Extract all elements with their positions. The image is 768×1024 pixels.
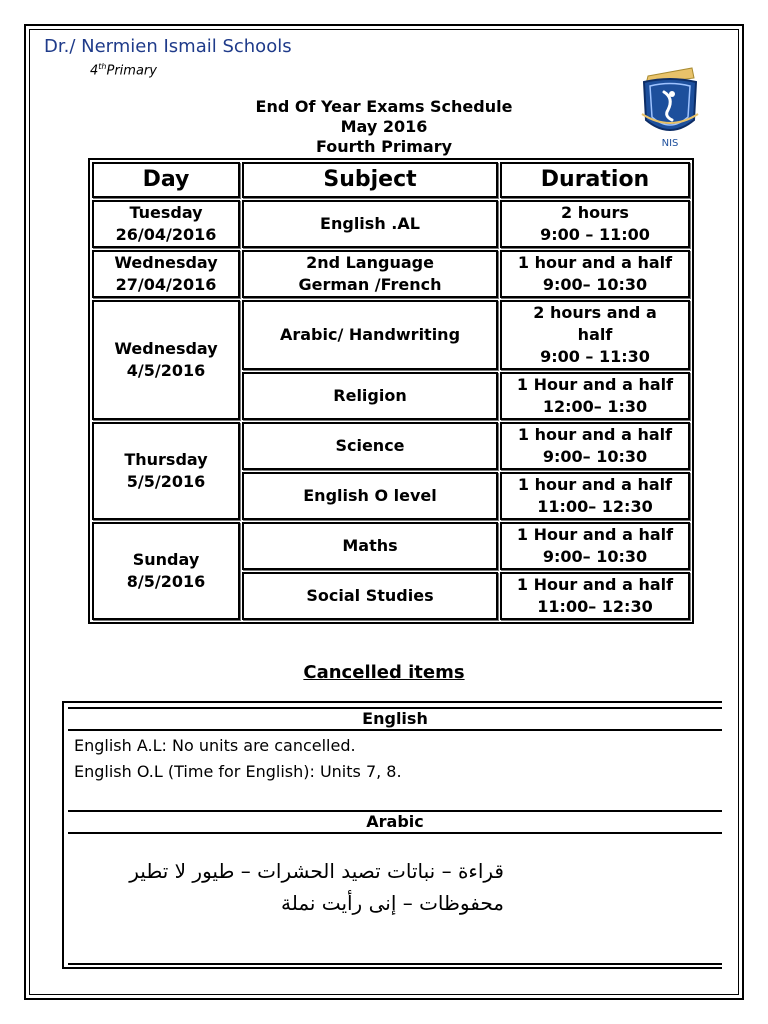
subject-cell: Social Studies [242,572,498,620]
day-cell: Sunday 8/5/2016 [92,522,240,620]
arabic-line-2: محفوظات – إنى رأيت نملة [280,891,504,915]
header-day: Day [92,162,240,198]
grade-number: 4 [90,63,99,79]
box-bottom-rule [68,963,722,965]
table-row [92,300,690,370]
arabic-line-1: قراءة – نباتات تصيد الحشرات – طيور لا تطير [129,859,504,883]
table-row [92,250,690,298]
subject-cell: Maths [242,522,498,570]
grade-label [90,62,157,78]
cancelled-items-title: Cancelled items [303,662,465,683]
logo-text: NIS [661,138,679,149]
english-ol-note: English O.L (Time for English): Units 7, 8. [74,762,402,781]
duration-cell: 1 Hour and a half 12:00– 1:30 [500,372,690,420]
english-al-note: English A.L: No units are cancelled. [74,736,356,755]
day-cell: Wednesday 4/5/2016 [92,300,240,420]
day-cell: Wednesday 27/04/2016 [92,250,240,298]
subject-cell: English .AL [242,200,498,248]
subject-cell: Arabic/ Handwriting [242,300,498,370]
duration-cell: 1 Hour and a half 9:00– 10:30 [500,522,690,570]
arabic-section-header: Arabic [68,810,722,834]
grade-suffix: th [98,62,107,71]
table-row [92,200,690,248]
grade-text: Primary [106,63,157,79]
school-logo [634,62,706,152]
day-cell: Thursday 5/5/2016 [92,422,240,520]
arabic-notes [74,855,504,919]
title-line-1: End Of Year Exams Schedule [255,97,513,116]
duration-cell: 2 hours and a half 9:00 – 11:30 [500,300,690,370]
subject-cell: English O level [242,472,498,520]
table-header-row [92,162,690,198]
duration-cell: 2 hours 9:00 – 11:00 [500,200,690,248]
document-titles [184,97,584,157]
title-line-3: Fourth Primary [315,137,453,156]
school-name: Dr./ Nermien Ismail Schools [44,36,292,57]
day-cell: Tuesday 26/04/2016 [92,200,240,248]
duration-cell: 1 hour and a half 11:00– 12:30 [500,472,690,520]
english-section-header: English [68,707,722,731]
duration-cell: 1 hour and a half 9:00– 10:30 [500,250,690,298]
exam-schedule-table [88,158,694,624]
table-row [92,422,690,470]
duration-cell: 1 Hour and a half 11:00– 12:30 [500,572,690,620]
subject-cell: Science [242,422,498,470]
duration-cell: 1 hour and a half 9:00– 10:30 [500,422,690,470]
header-subject: Subject [242,162,498,198]
header-duration: Duration [500,162,690,198]
table-row [92,522,690,570]
cancelled-items-box [62,701,722,969]
title-line-2: May 2016 [340,117,428,136]
subject-cell: Religion [242,372,498,420]
subject-cell: 2nd Language German /French [242,250,498,298]
